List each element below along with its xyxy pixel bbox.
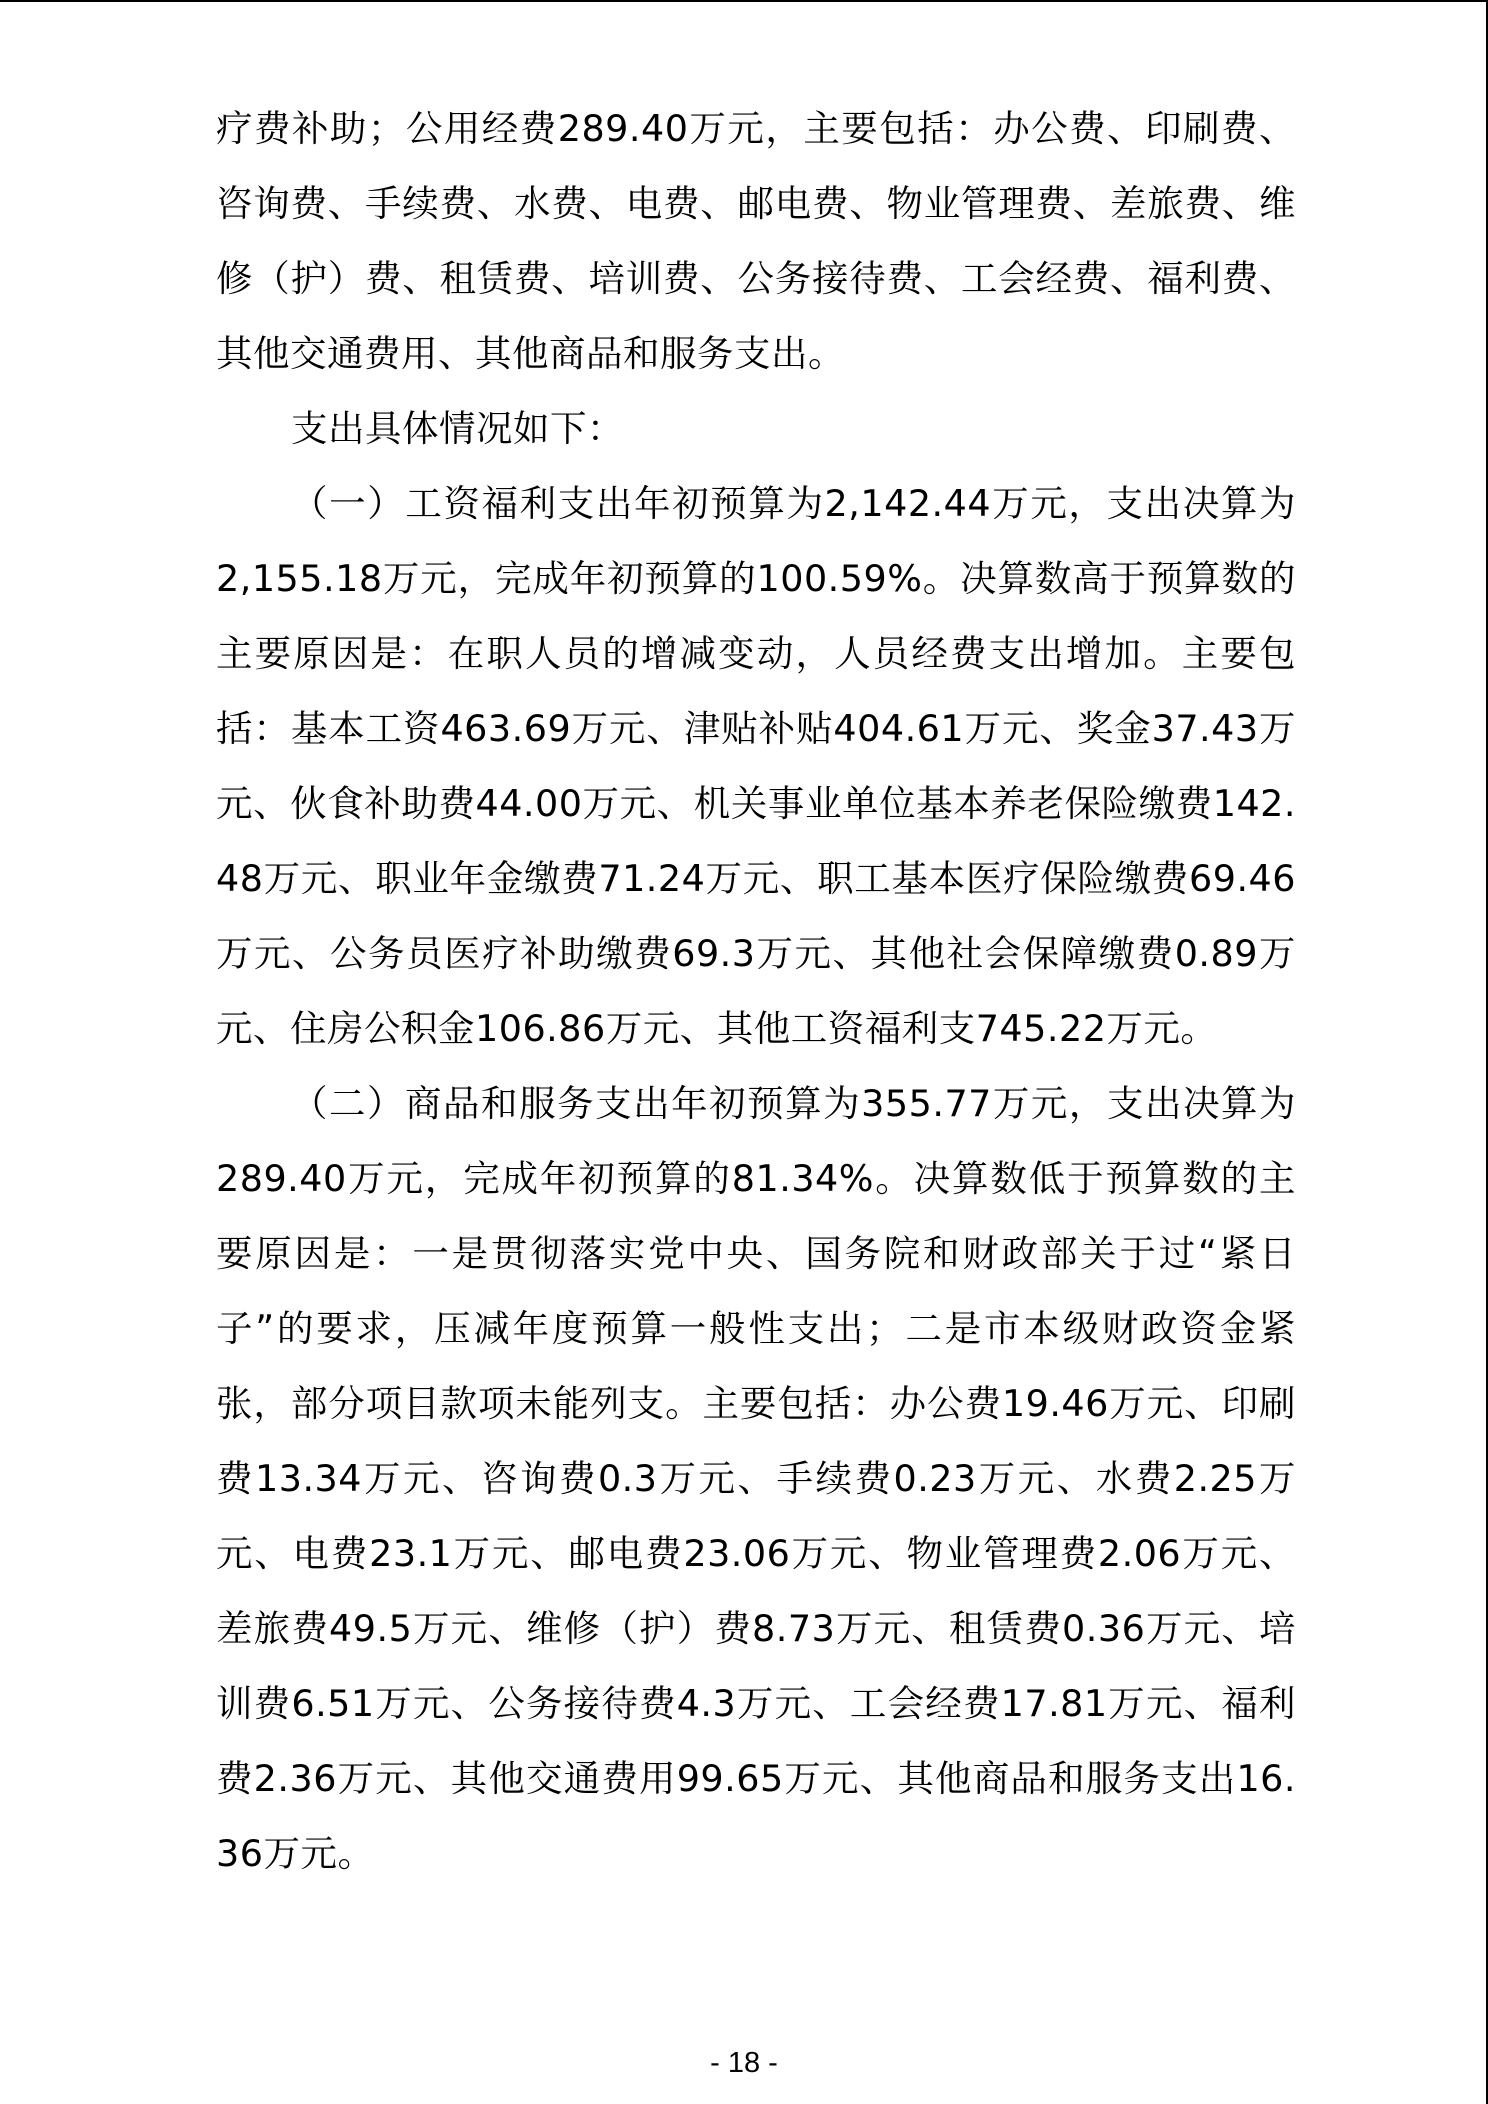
page-number: - 18 - — [710, 2047, 778, 2079]
page-border-top — [0, 0, 1488, 2]
document-body — [216, 91, 1296, 1891]
paragraph-salary-welfare-expenditure: （一）工资福利支出年初预算为2,142.44万元，支出决算为2,155.18万元，完成年初预算的100.59%。决算数高于预算数的主要原因是：在职人员的增减变动，人员经费支出增加。主要包括：基本工资463.69万元、津贴补贴404.61万元、奖金37.43万元、伙食补助费44.00万元、机关事业单位基本养老保险缴费142.48万元、职业年金缴费71.24万元、职工基本医疗保险缴费69.46万元、公务员医疗补助缴费69.3万元、其他社会保障缴费0.89万元、住房公积金106.86万元、其他工资福利支745.22万元。 — [216, 482, 1296, 1050]
paragraph-goods-services-expenditure: （二）商品和服务支出年初预算为355.77万元，支出决算为289.40万元，完成年初预算的81.34%。决算数低于预算数的主要原因是：一是贯彻落实党中央、国务院和财政部关于过“紧日子”的要求，压减年度预算一般性支出；二是市本级财政资金紧张，部分项目款项未能列支。主要包括：办公费19.46万元、印刷费13.34万元、咨询费0.3万元、手续费0.23万元、水费2.25万元、电费23.1万元、邮电费23.06万元、物业管理费2.06万元、差旅费49.5万元、维修（护）费8.73万元、租赁费0.36万元、培训费6.51万元、公务接待费4.3万元、工会经费17.81万元、福利费2.36万元、其他交通费用99.65万元、其他商品和服务支出16.36万元。 — [216, 1082, 1296, 1875]
paragraph-expenditure-intro: 支出具体情况如下： — [291, 407, 624, 450]
paragraph-public-funds-continued: 疗费补助；公用经费289.40万元，主要包括：办公费、印刷费、咨询费、手续费、水费、电费、邮电费、物业管理费、差旅费、维修（护）费、租赁费、培训费、公务接待费、工会经费、福利费、其他交通费用、其他商品和服务支出。 — [216, 107, 1296, 375]
